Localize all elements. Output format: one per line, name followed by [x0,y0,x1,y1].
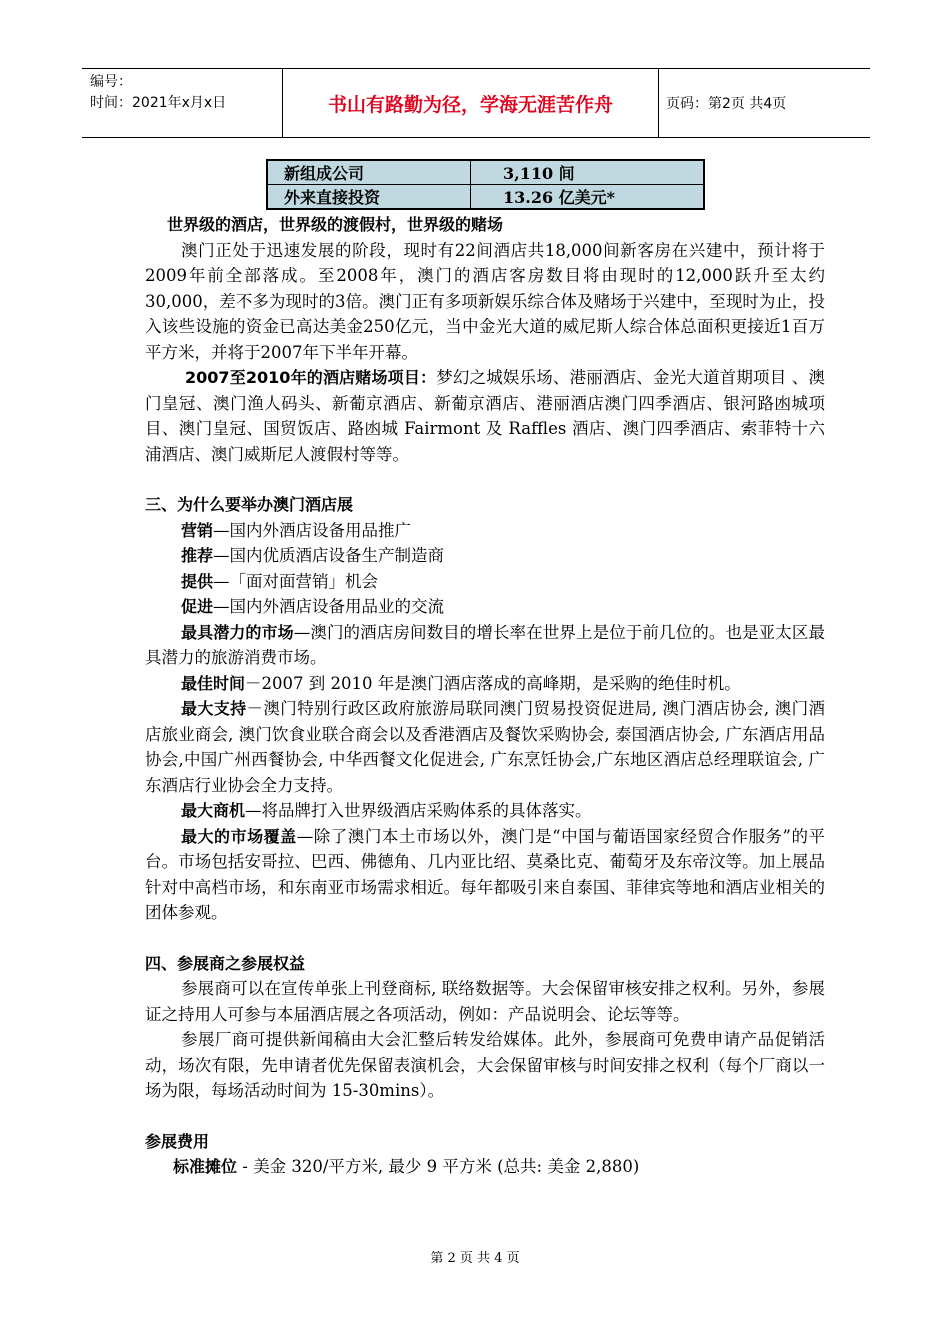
reason-text: －澳门特别行政区政府旅游局联同澳门贸易投资促进局, 澳门酒店协会, 澳门酒店旅业商会, 澳门饮食业联合商会以及香港酒店及餐饮采购协会, 泰国酒店协会, 广东酒店用品协会,中国广州西餐协会, 中华西餐文化促进会, 广东烹饪协会,广东地区酒店总经理联谊会, 广东酒店行业协会全力支持。 [145,699,825,795]
reason-label: 营销 [181,520,214,540]
reason-text: —国内优质酒店设备生产制造商 [213,546,445,565]
reason-text: —国内外酒店设备用品推广 [213,520,412,540]
section-heading-rights: 四、参展商之参展权益 [145,953,306,973]
reason-label: 最具潜力的市场 [181,622,294,642]
reason-text: －2007 到 2010 年是澳门酒店落成的高峰期，是采购的绝佳时机。 [245,673,741,693]
page-header [82,68,870,138]
list-item [145,569,825,595]
list-item [145,671,825,697]
fee-heading: 参展费用 [145,1131,210,1151]
reason-label: 最大商机 [181,801,246,820]
table-cell-label: 外来直接投资 [267,185,471,210]
header-meta [90,72,280,114]
reason-text: —「面对面营销」机会 [213,571,379,591]
section-heading-why: 三、为什么要举办澳门酒店展 [145,495,354,514]
paragraph-hotel-development: 澳门正处于迅速发展的阶段，现时有22间酒店共18,000间新客房在兴建中，预计将于2009年前全部落成。至2008年，澳门的酒店客房数目将由现时的12,000跃升至太约30,000，差不多为现时的3倍。澳门正有多项新娱乐综合体及赌场于兴建中，至现时为止，投入该些设施的资金已高达美金250亿元，当中金光大道的威尼斯人综合体总面积更接近1百万平方米，并将于2007年下半年开幕。 [145,240,825,362]
list-item [145,824,825,926]
reason-text: —除了澳门本土市场以外，澳门是“中国与葡语国家经贸合作服务”的平台。市场包括安哥拉、巴西、佛德角、几内亚比绍、莫桑比克、葡萄牙及东帝汶等。加上展品针对中高档市场，和东南亚市场需求相近。每年都吸引来自泰国、菲律宾等地和酒店业相关的团体参观。 [145,826,825,922]
table-row [267,185,704,210]
list-item [145,620,825,671]
reason-label: 最大支持 [181,699,247,718]
table-cell-value: 13.26 亿美元* [471,185,705,210]
reason-label: 最大的市场覆盖 [181,826,297,846]
reason-label: 促进 [181,597,214,616]
reason-text: —将品牌打入世界级酒店采购体系的具体落实。 [245,801,592,820]
document-number-label: 编号： [90,74,132,90]
subheading-world-class: 世界级的酒店，世界级的渡假村，世界级的赌场 [167,215,504,234]
table-cell-label: 新组成公司 [267,160,471,185]
list-item [145,594,825,620]
list-item [145,543,825,569]
list-item [145,798,825,824]
reason-label: 最佳时间 [181,673,246,693]
investment-stats-table [266,159,705,210]
paragraph-rights-2: 参展厂商可提供新闻稿由大会汇整后转发给媒体。此外，参展商可免费申请产品促销活动，场次有限，先申请者优先保留表演机会，大会保留审核与时间安排之权利（每个厂商以一场为限，每场活动时间为 15-30mins）。 [145,1030,825,1100]
reason-text: —国内外酒店设备用品业的交流 [213,597,445,616]
paragraph-hotel-projects [145,365,825,467]
list-item [145,518,825,544]
table-cell-value: 3,110 间 [471,160,705,185]
paragraph-rights-1: 参展商可以在宣传单张上刊登商标, 联络数据等。大会保留审核安排之权利。另外，参展证之持用人可参与本届酒店展之各项活动，例如：产品说明会、论坛等等。 [145,979,825,1024]
projects-label: 2007至2010年的酒店赌场项目： [185,368,437,387]
reason-label: 提供 [181,571,214,591]
document-body [145,212,825,1180]
header-motto: 书山有路勤为径，学海无涯苦作舟 [282,69,659,137]
header-page-number: 页码：第2页 共4页 [666,96,787,112]
fee-line [145,1154,825,1180]
reason-text: —澳门的酒店房间数目的增长率在世界上是位于前几位的。也是亚太区最具潜力的旅游消费市场。 [145,622,825,667]
table-row [267,160,704,185]
projects-text: 梦幻之城娱乐场、港丽酒店、金光大道首期项目 、澳门皇冠、澳门渔人码头、新葡京酒店、新葡京酒店、港丽酒店澳门四季酒店、银河路凼城项目、澳门皇冠、国贸饭店、路凼城 Fairmont 及 Raffles 酒店、澳门四季酒店、索菲特十六浦酒店、澳门威斯尼人渡假村等等。 [145,368,825,464]
document-date: 时间：2021年x月x日 [90,95,227,111]
reason-label: 推荐 [181,546,214,565]
list-item [145,696,825,798]
fee-text: - 美金 320/平方米, 最少 9 平方米 (总共: 美金 2,880) [237,1157,640,1176]
page-footer: 第 2 页 共 4 页 [430,1251,520,1266]
fee-label: 标准摊位 [173,1157,238,1176]
